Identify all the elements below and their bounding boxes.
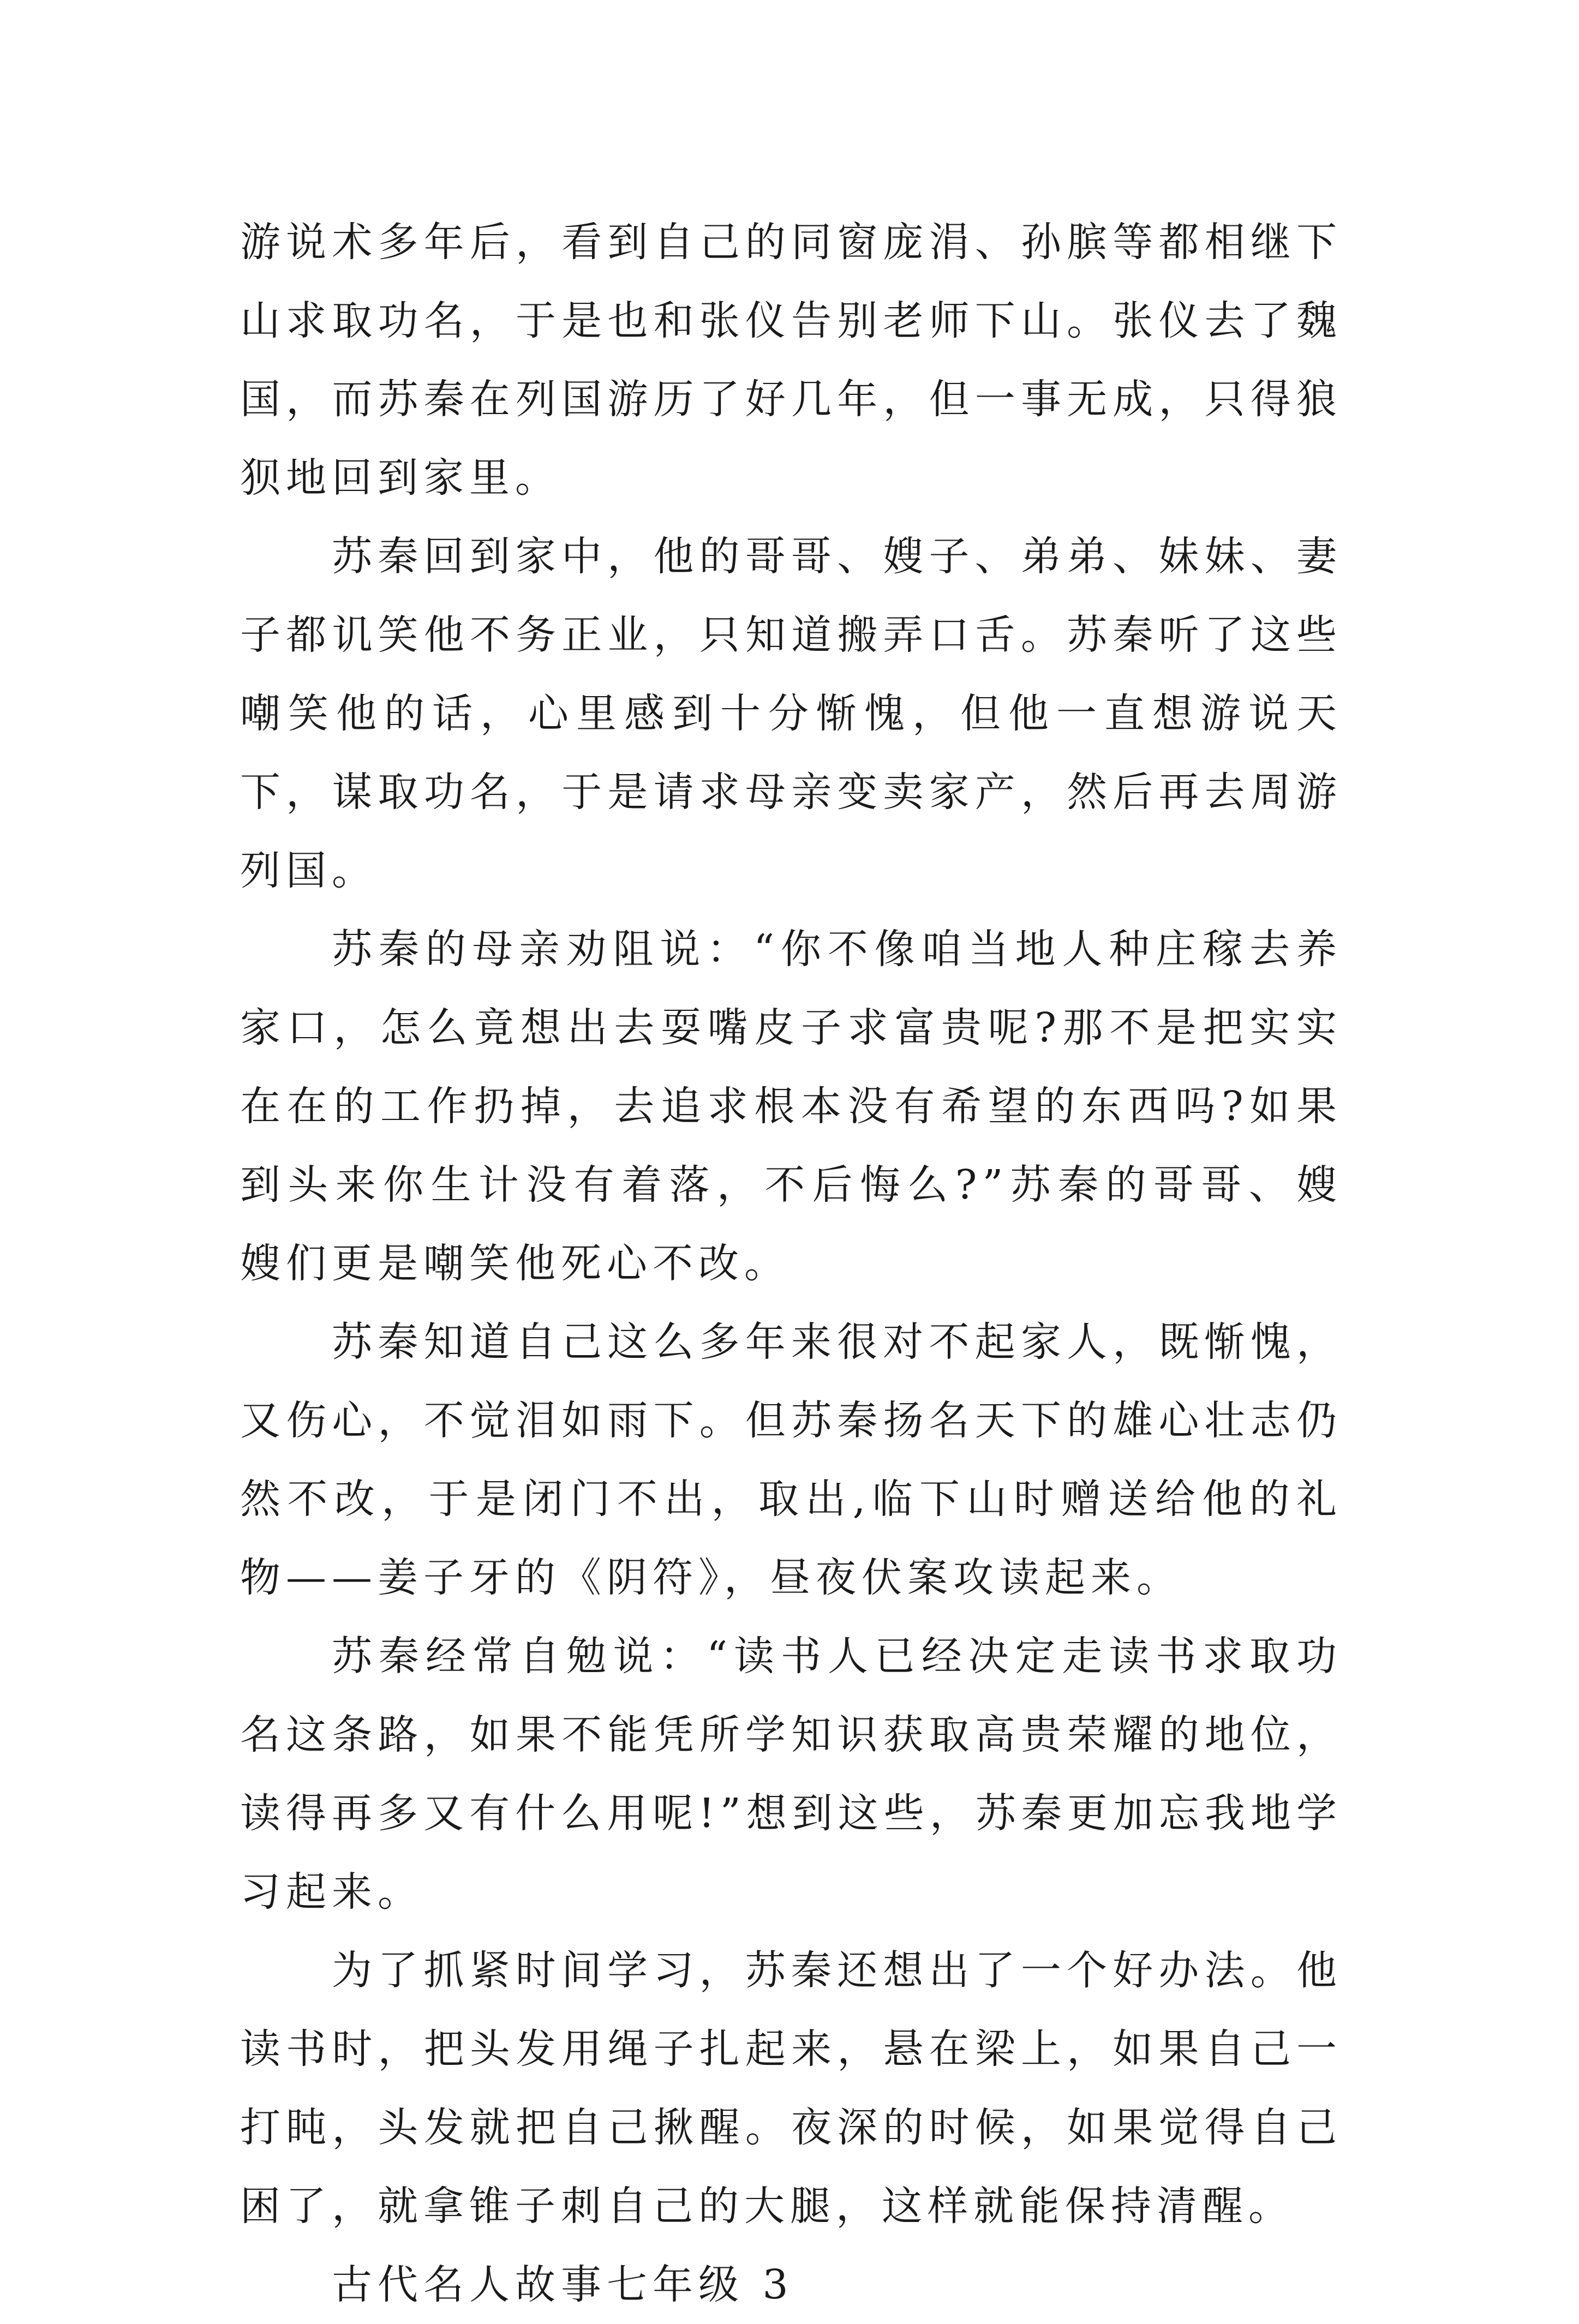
paragraph-3: 苏秦的母亲劝阻说：“你不像咱当地人种庄稼去养家口，怎么竟想出去耍嘴皮子求富贵呢?那不是把实实在在的工作扔掉，去追求根本没有希望的东西吗?如果到头来你生计没有着落，不后悔么?”苏秦的哥哥、嫂嫂们更是嘲笑他死心不改。	[240, 926, 1342, 1287]
paragraph-1: 游说术多年后，看到自己的同窗庞涓、孙膑等都相继下山求取功名，于是也和张仪告别老师下山。张仪去了魏国，而苏秦在列国游历了好几年，但一事无成，只得狼狈地回到家里。	[240, 219, 1342, 501]
paragraph-2: 苏秦回到家中，他的哥哥、嫂子、弟弟、妹妹、妻子都讥笑他不务正业，只知道搬弄口舌。苏秦听了这些嘲笑他的话，心里感到十分惭愧，但他一直想游说天下，谋取功名，于是请求母亲变卖家产，然后再去周游列国。	[240, 533, 1342, 894]
paragraph-6: 为了抓紧时间学习，苏秦还想出了一个好办法。他读书时，把头发用绳子扎起来，悬在梁上，如果自己一打盹，头发就把自己揪醒。夜深的时候，如果觉得自己困了，就拿锥子刺自己的大腿，这样就能保持清醒。	[240, 1947, 1342, 2230]
paragraph-4: 苏秦知道自己这么多年来很对不起家人，既惭愧，又伤心，不觉泪如雨下。但苏秦扬名天下的雄心壮志仍然不改，于是闭门不出，取出,临下山时赠送给他的礼物——姜子牙的《阴符》，昼夜伏案攻读起来。	[240, 1319, 1342, 1601]
document-body	[240, 203, 1342, 2324]
section-heading: 古代名人故事七年级 3	[332, 2261, 794, 2308]
paragraph-5: 苏秦经常自勉说：“读书人已经决定走读书求取功名这条路，如果不能凭所学知识获取高贵荣耀的地位，读得再多又有什么用呢!”想到这些，苏秦更加忘我地学习起来。	[240, 1633, 1342, 1915]
